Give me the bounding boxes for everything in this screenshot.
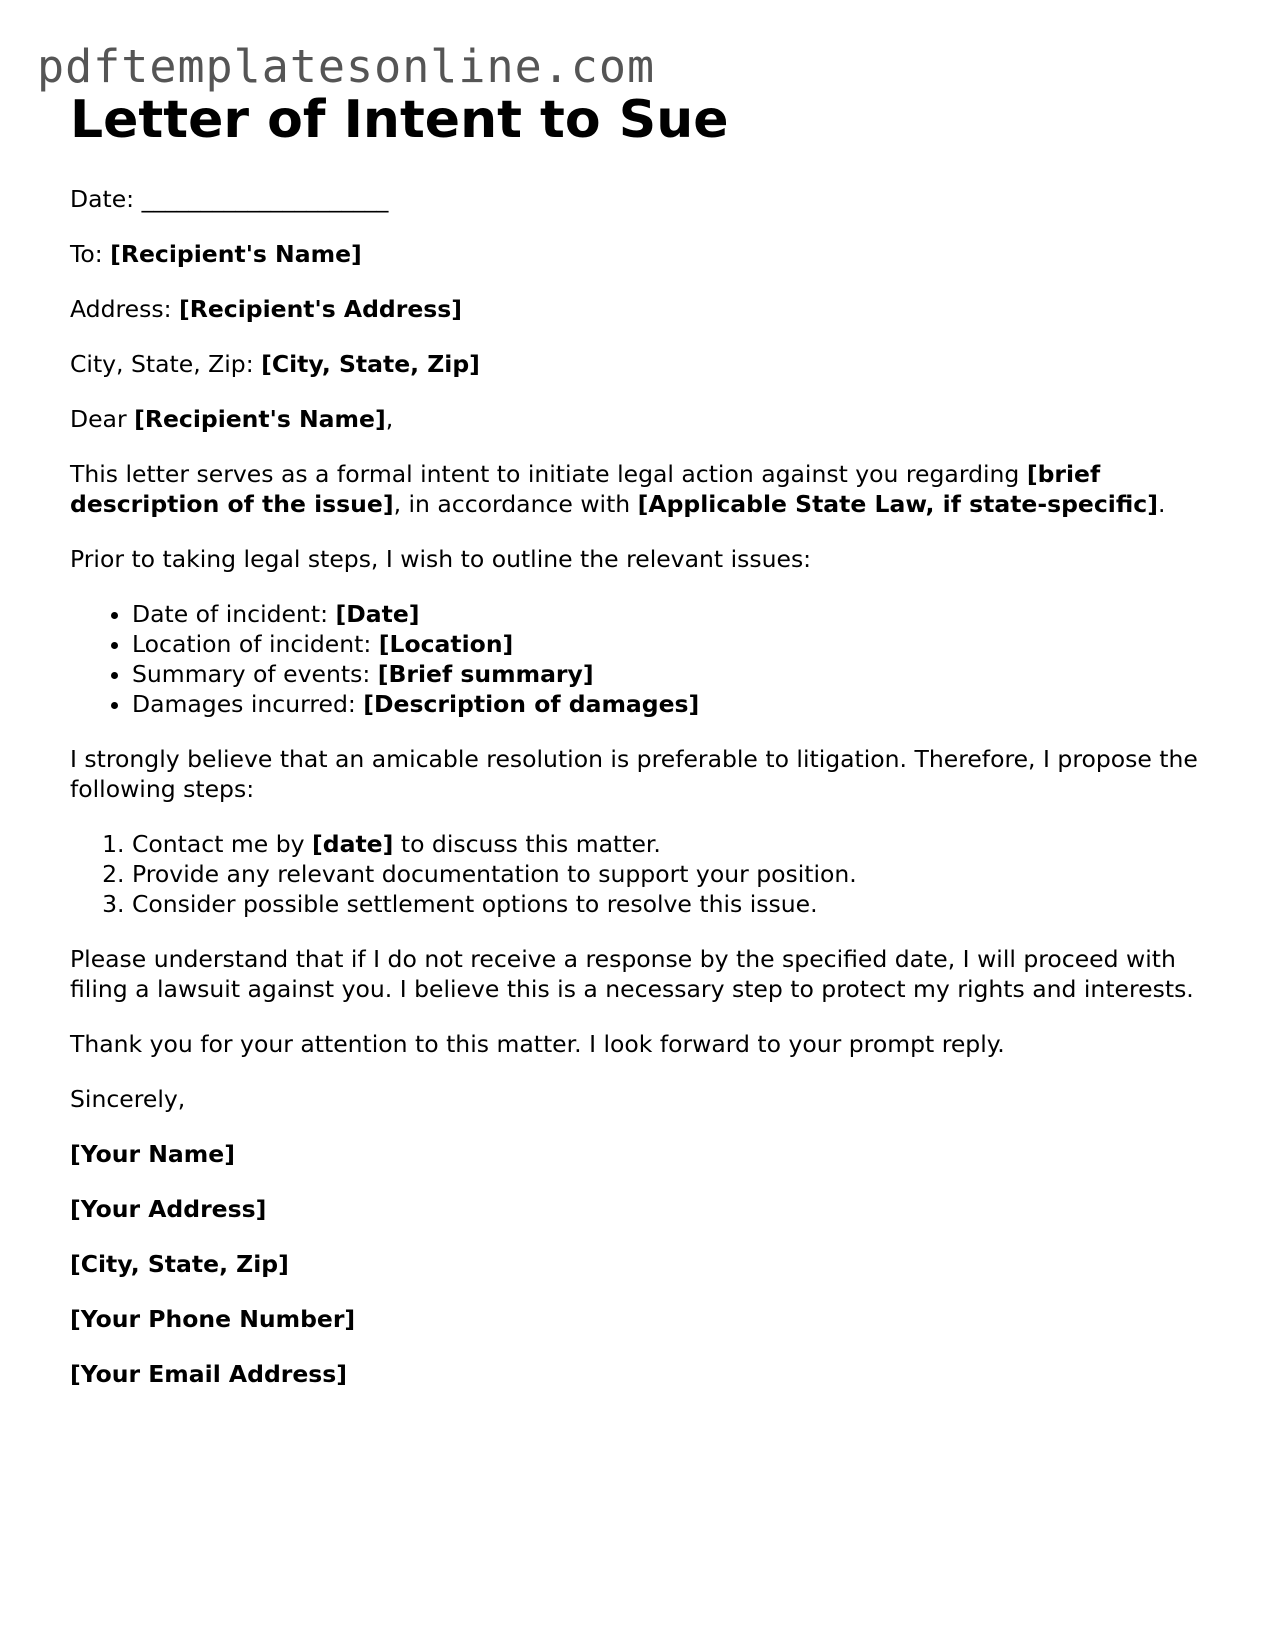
list-item: 2. Provide any relevant documentation to support your position. [132,859,1210,889]
resolution-intro: I strongly believe that an amicable resolution is preferable to litigation. Therefore, I propose the following steps: [70,745,1198,803]
signature-city: [City, State, Zip] [70,1250,289,1278]
date-blank: _____________________ [141,185,389,213]
letter-document [70,88,1210,1414]
address-label: Address: [70,295,172,323]
thanks-paragraph: Thank you for your attention to this matter. I look forward to your prompt reply. [70,1030,1005,1058]
signature-email: [Your Email Address] [70,1360,348,1388]
issue-value: [Description of damages] [363,690,700,718]
signature-address: [Your Address] [70,1195,267,1223]
issue-value: [Date] [335,600,420,628]
list-item [132,829,1210,859]
step1-before: Contact me by [132,830,305,858]
intro-issue: [brief description of the issue] [70,460,1101,518]
issue-label: Location of incident: [132,630,372,658]
steps-list [70,829,1210,919]
issue-value: [Brief summary] [377,660,594,688]
page-title: Letter of Intent to Sue [70,90,729,150]
signature-phone: [Your Phone Number] [70,1305,356,1333]
issue-value: [Location] [378,630,514,658]
issues-list [70,599,1210,719]
issues-intro: Prior to taking legal steps, I wish to outline the relevant issues: [70,545,812,573]
watermark: pdftemplatesonline.com [37,40,656,93]
address-line [70,294,1210,324]
city-label: City, State, Zip: [70,350,254,378]
issue-label: Damages incurred: [132,690,356,718]
to-label: To: [70,240,103,268]
list-item [132,689,1210,719]
step1-date: [date] [312,830,394,858]
to-value: [Recipient's Name] [110,240,362,268]
list-item [132,599,1210,629]
intro-part1: This letter serves as a formal intent to initiate legal action against you regarding [70,460,1020,488]
list-item: 3. Consider possible settlement options to resolve this issue. [132,889,1210,919]
issue-label: Summary of events: [132,660,371,688]
step1-after: to discuss this matter. [400,830,661,858]
to-line [70,239,1210,269]
address-value: [Recipient's Address] [179,295,462,323]
salutation-name: [Recipient's Name] [134,405,386,433]
signature-block [70,1139,1210,1389]
intro-law: [Applicable State Law, if state-specific] [637,490,1158,518]
intro-paragraph [70,459,1210,519]
list-item [132,629,1210,659]
salutation [70,404,1210,434]
warning-paragraph: Please understand that if I do not receive a response by the specified date, I will proceed with filing a lawsuit against you. I believe this is a necessary step to protect my rights and interests. [70,945,1194,1003]
city-value: [City, State, Zip] [261,350,480,378]
date-label: Date: [70,185,135,213]
city-line [70,349,1210,379]
date-line [70,184,1210,214]
salutation-prefix: Dear [70,405,127,433]
signature-name: [Your Name] [70,1140,235,1168]
issue-label: Date of incident: [132,600,329,628]
intro-part3: . [1157,490,1166,518]
list-item [132,659,1210,689]
intro-part2: , in accordance with [393,490,631,518]
closing: Sincerely, [70,1085,186,1113]
salutation-suffix: , [385,405,394,433]
